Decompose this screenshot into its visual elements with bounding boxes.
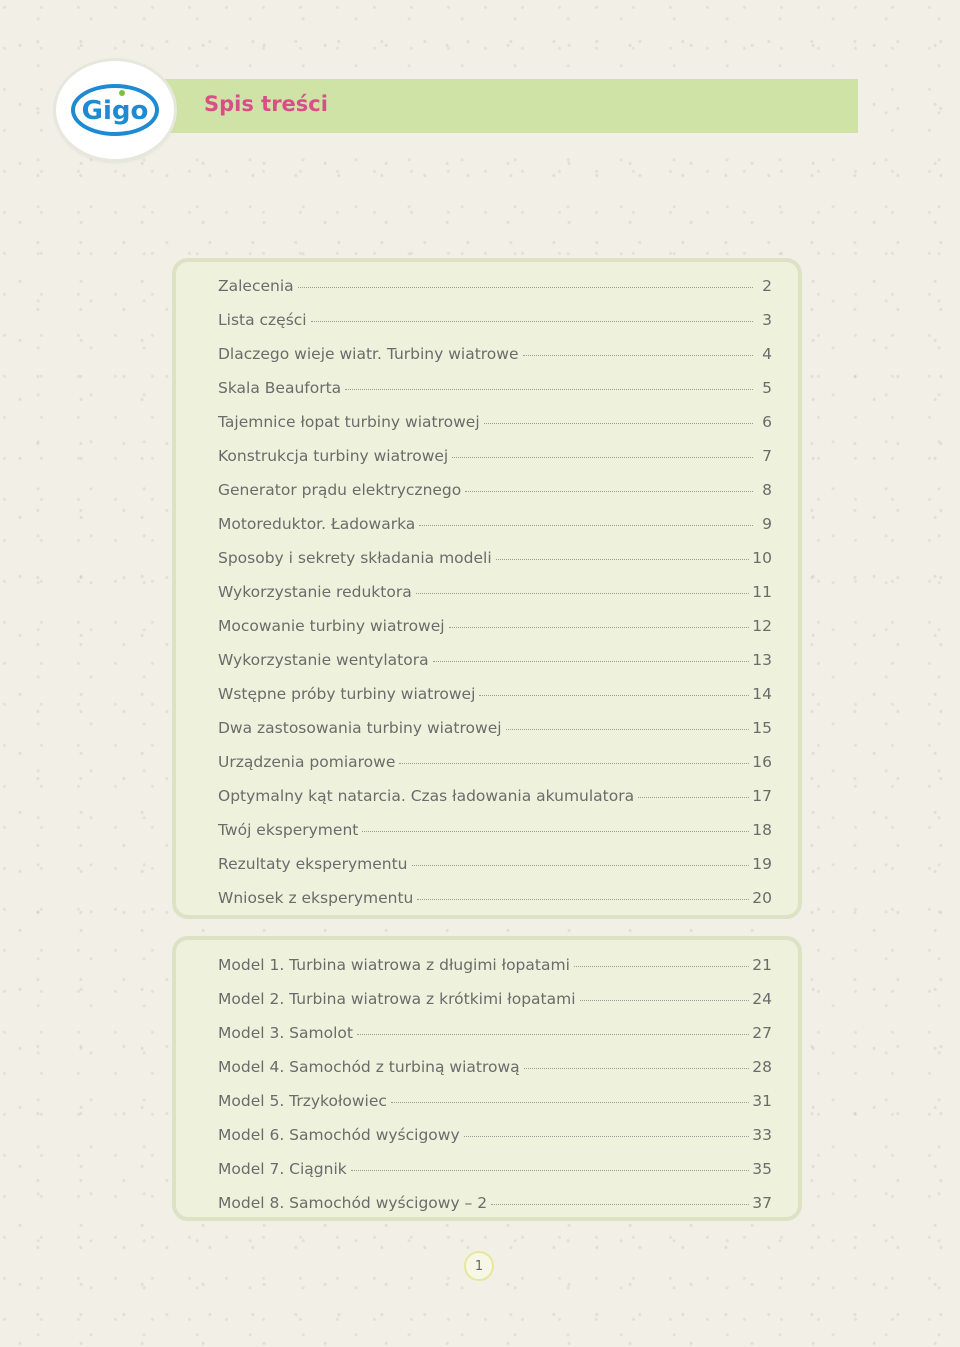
toc-entry-page: 15: [752, 719, 772, 737]
toc-entry-page: 8: [762, 481, 772, 499]
toc-entry[interactable]: [218, 677, 772, 711]
dot-leader: [496, 559, 750, 560]
toc-entry-page: 6: [762, 413, 772, 431]
dot-leader: [345, 389, 753, 390]
toc-entry-page: 33: [752, 1126, 772, 1144]
dot-leader: [416, 593, 750, 594]
toc-entry[interactable]: [218, 711, 772, 745]
toc-entry-page: 18: [752, 821, 772, 839]
toc-entry-title: Sposoby i sekrety składania modeli: [218, 549, 492, 567]
toc-entry-page: 24: [752, 990, 772, 1008]
toc-entry-title: Wniosek z eksperymentu: [218, 889, 414, 907]
logo-dot: [119, 90, 125, 96]
toc-entry-title: Motoreduktor. Ładowarka: [218, 515, 416, 533]
toc-entry[interactable]: [218, 1050, 772, 1084]
toc-entry-title: Model 7. Ciągnik: [218, 1160, 347, 1178]
page-number-badge: 1: [464, 1251, 494, 1281]
toc-entry-title: Model 3. Samolot: [218, 1024, 353, 1042]
dot-leader: [506, 729, 750, 730]
toc-entry-page: 27: [752, 1024, 772, 1042]
toc-entry-title: Dwa zastosowania turbiny wiatrowej: [218, 719, 502, 737]
toc-entry[interactable]: [218, 405, 772, 439]
toc-entry[interactable]: [218, 541, 772, 575]
toc-entry-title: Wstępne próby turbiny wiatrowej: [218, 685, 476, 703]
toc-entry-title: Konstrukcja turbiny wiatrowej: [218, 447, 449, 465]
page-title: Spis treści: [204, 92, 328, 116]
toc-models-list: [218, 948, 772, 1220]
toc-entry[interactable]: [218, 507, 772, 541]
dot-leader: [523, 355, 753, 356]
dot-leader: [311, 321, 753, 322]
toc-entry-title: Zalecenia: [218, 277, 294, 295]
toc-entry-title: Dlaczego wieje wiatr. Turbiny wiatrowe: [218, 345, 519, 363]
toc-entry-page: 7: [762, 447, 772, 465]
toc-entry-title: Wykorzystanie wentylatora: [218, 651, 429, 669]
toc-entry[interactable]: [218, 575, 772, 609]
toc-entry-page: 13: [752, 651, 772, 669]
toc-entry-title: Model 2. Turbina wiatrowa z krótkimi łopatami: [218, 990, 576, 1008]
dot-leader: [638, 797, 749, 798]
toc-entry-page: 2: [762, 277, 772, 295]
toc-entry-title: Wykorzystanie reduktora: [218, 583, 412, 601]
dot-leader: [362, 831, 749, 832]
dot-leader: [449, 627, 750, 628]
dot-leader: [464, 1136, 750, 1137]
dot-leader: [433, 661, 750, 662]
toc-entry-page: 11: [752, 583, 772, 601]
toc-entry[interactable]: [218, 1118, 772, 1152]
toc-entry[interactable]: [218, 303, 772, 337]
toc-entry-title: Model 5. Trzykołowiec: [218, 1092, 387, 1110]
dot-leader: [574, 966, 749, 967]
toc-entry[interactable]: [218, 745, 772, 779]
toc-entry[interactable]: [218, 779, 772, 813]
toc-entry-page: 16: [752, 753, 772, 771]
toc-entry[interactable]: [218, 847, 772, 881]
toc-entry[interactable]: [218, 982, 772, 1016]
toc-entry[interactable]: [218, 1016, 772, 1050]
toc-entry[interactable]: [218, 813, 772, 847]
dot-leader: [452, 457, 753, 458]
toc-entry-title: Rezultaty eksperymentu: [218, 855, 408, 873]
toc-entry-page: 28: [752, 1058, 772, 1076]
toc-entry-page: 5: [762, 379, 772, 397]
toc-entry-title: Model 1. Turbina wiatrowa z długimi łopatami: [218, 956, 570, 974]
dot-leader: [351, 1170, 750, 1171]
dot-leader: [580, 1000, 750, 1001]
toc-entry-title: Model 6. Samochód wyścigowy: [218, 1126, 460, 1144]
dot-leader: [357, 1034, 749, 1035]
toc-entry-page: 4: [762, 345, 772, 363]
toc-entry-title: Skala Beauforta: [218, 379, 342, 397]
toc-entry-title: Mocowanie turbiny wiatrowej: [218, 617, 445, 635]
toc-entry-title: Tajemnice łopat turbiny wiatrowej: [218, 413, 480, 431]
dot-leader: [524, 1068, 750, 1069]
dot-leader: [491, 1204, 749, 1205]
toc-entry-title: Model 8. Samochód wyścigowy – 2: [218, 1194, 488, 1212]
toc-entry[interactable]: [218, 337, 772, 371]
toc-entry-title: Lista części: [218, 311, 307, 329]
toc-entry-page: 19: [752, 855, 772, 873]
toc-main-panel: [172, 258, 802, 919]
toc-entry-page: 35: [752, 1160, 772, 1178]
gigo-logo: [56, 61, 174, 159]
toc-entry[interactable]: [218, 1084, 772, 1118]
toc-entry-title: Optymalny kąt natarcia. Czas ładowania akumulatora: [218, 787, 635, 805]
toc-models-panel: [172, 936, 802, 1221]
toc-entry-page: 21: [752, 956, 772, 974]
toc-entry[interactable]: [218, 439, 772, 473]
toc-entry-title: Urządzenia pomiarowe: [218, 753, 396, 771]
dot-leader: [479, 695, 749, 696]
toc-entry-page: 31: [752, 1092, 772, 1110]
dot-leader: [298, 287, 753, 288]
toc-main-list: [218, 269, 772, 915]
toc-entry-title: Model 4. Samochód z turbiną wiatrową: [218, 1058, 520, 1076]
toc-entry[interactable]: [218, 948, 772, 982]
toc-entry[interactable]: [218, 609, 772, 643]
toc-entry-page: 14: [752, 685, 772, 703]
dot-leader: [419, 525, 753, 526]
toc-entry[interactable]: [218, 643, 772, 677]
toc-entry-title: Generator prądu elektrycznego: [218, 481, 462, 499]
dot-leader: [417, 899, 749, 900]
toc-entry-page: 3: [762, 311, 772, 329]
toc-entry-title: Twój eksperyment: [218, 821, 359, 839]
toc-entry[interactable]: [218, 473, 772, 507]
dot-leader: [391, 1102, 749, 1103]
toc-entry-page: 20: [752, 889, 772, 907]
toc-entry-page: 9: [762, 515, 772, 533]
dot-leader: [465, 491, 753, 492]
toc-entry[interactable]: [218, 371, 772, 405]
toc-entry-page: 37: [752, 1194, 772, 1212]
dot-leader: [484, 423, 753, 424]
toc-entry-page: 17: [752, 787, 772, 805]
toc-entry[interactable]: [218, 1152, 772, 1186]
gigo-logo-graphic: [67, 80, 163, 140]
dot-leader: [412, 865, 750, 866]
toc-entry[interactable]: [218, 1186, 772, 1220]
toc-entry-page: 12: [752, 617, 772, 635]
logo-text: Gigo: [81, 96, 149, 126]
toc-entry[interactable]: [218, 881, 772, 915]
toc-entry-page: 10: [752, 549, 772, 567]
toc-entry[interactable]: [218, 269, 772, 303]
dot-leader: [399, 763, 749, 764]
